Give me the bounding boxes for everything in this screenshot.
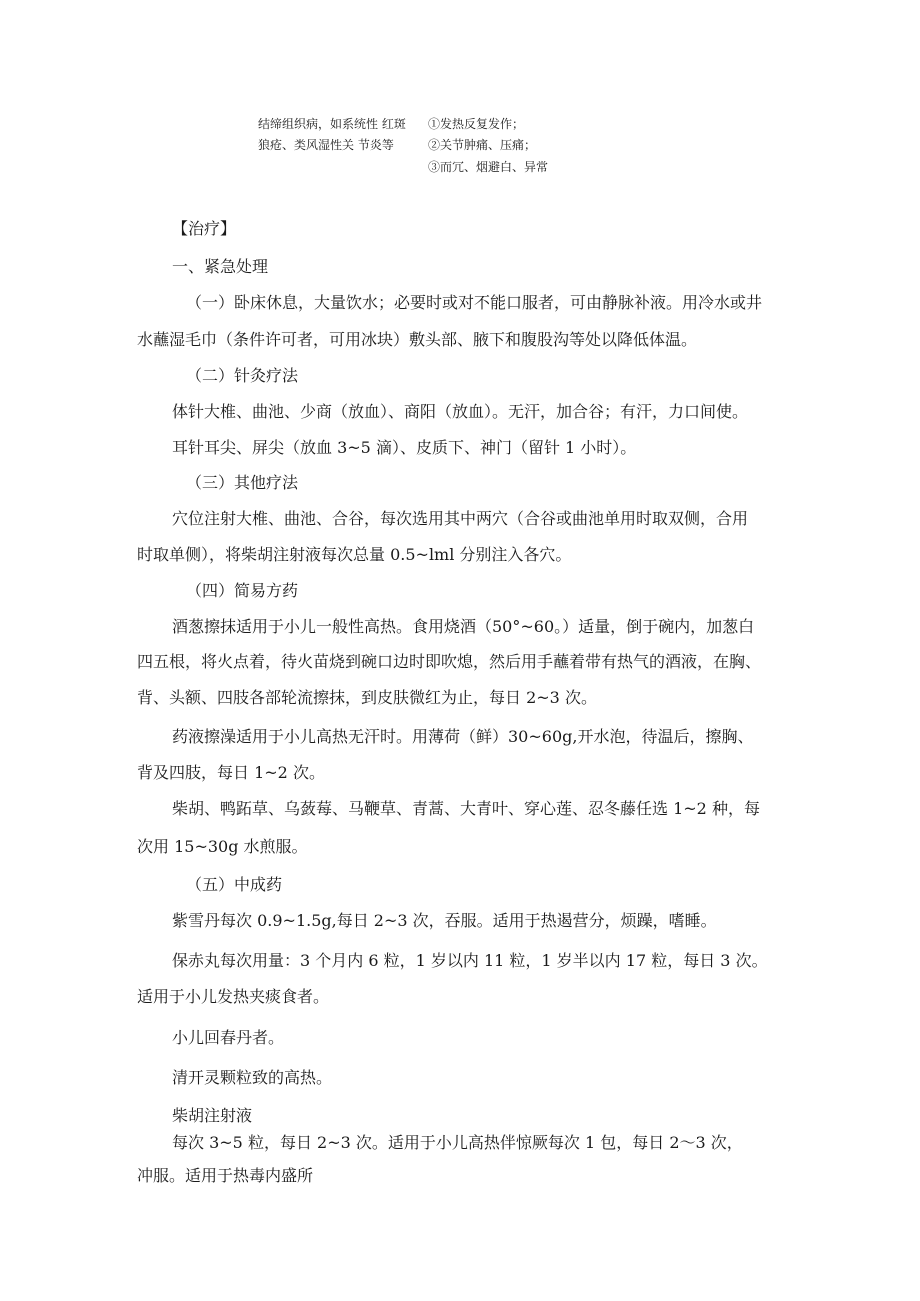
paragraph-line: 每次 3~5 粒，每日 2~3 次。适用于小儿高热伴惊厥每次 1 包，每日 2～3 次， bbox=[172, 1133, 743, 1152]
paragraph-line: 清开灵颗粒致的高热。 bbox=[172, 1068, 333, 1087]
paragraph-line: 耳针耳尖、屏尖（放血 3~5 滴）、皮质下、神门（留针 1 小时）。 bbox=[172, 438, 637, 457]
subsection-title: （五）中成药 bbox=[186, 875, 283, 894]
paragraph-line: 时取单侧），将柴胡注射液每次总量 0.5~lml 分别注入各穴。 bbox=[137, 545, 572, 564]
paragraph-line: 药液擦澡适用于小儿高热无汗时。用薄荷（鲜）30~60g,开水泡，待温后，擦胸、 bbox=[172, 727, 754, 746]
table-left-line-1: 结缔组织病，如系统性 红斑 bbox=[258, 117, 406, 131]
section-heading: 【治疗】 bbox=[172, 219, 237, 238]
table-right-item-2: ②关节肿痛、压痛； bbox=[428, 138, 537, 152]
paragraph-line: 柴胡注射液 bbox=[172, 1106, 253, 1125]
paragraph-line: 次用 15~30g 水煎服。 bbox=[137, 837, 308, 856]
paragraph-line: 穴位注射大椎、曲池、合谷，每次选用其中两穴（合谷或曲池单用时取双侧，合用 bbox=[172, 509, 749, 528]
paragraph-line: 冲服。适用于热毒内盛所 bbox=[137, 1166, 314, 1185]
paragraph-line: 背、头额、四肢各部轮流擦抹，到皮肤微红为止，每日 2~3 次。 bbox=[137, 688, 597, 707]
table-left-line-2: 狼疮、类风湿性关 节炎等 bbox=[258, 138, 394, 152]
table-right-item-1: ①发热反复发作； bbox=[428, 117, 525, 131]
paragraph-line: 保赤丸每次用量：3 个月内 6 粒，1 岁以内 11 粒，1 岁半以内 17 粒，每日 3 次。 bbox=[172, 951, 768, 970]
paragraph-line: 水蘸湿毛巾（条件许可者，可用冰块）敷头部、腋下和腹股沟等处以降低体温。 bbox=[137, 330, 698, 349]
paragraph-line: 背及四肢，每日 1~2 次。 bbox=[137, 763, 325, 782]
part-title: 一、紧急处理 bbox=[172, 257, 269, 276]
paragraph-line: 紫雪丹每次 0.9~1.5g,每日 2~3 次，吞服。适用于热遏营分，烦躁，嗜睡。 bbox=[172, 911, 717, 930]
paragraph-line: 适用于小儿发热夹痰食者。 bbox=[137, 987, 330, 1006]
paragraph-line: 酒葱擦抹适用于小儿一般性高热。食用烧酒（50°~60。）适量，倒于碗内，加葱白 bbox=[172, 617, 755, 636]
subsection-title: （四）简易方药 bbox=[186, 581, 299, 600]
table-right-item-3: ③而冗、烟避白、异常 bbox=[428, 160, 549, 174]
paragraph-line: 四五根，将火点着，待火苗烧到碗口边时即吹熄，然后用手蘸着带有热气的酒液，在胸、 bbox=[137, 652, 762, 671]
paragraph-line: （一）卧床休息，大量饮水；必要时或对不能口服者，可由静脉补液。用冷水或井 bbox=[186, 293, 763, 312]
paragraph-line: 体针大椎、曲池、少商（放血）、商阳（放血）。无汗，加合谷；有汗，力口间使。 bbox=[172, 402, 749, 421]
paragraph-line: 小儿回春丹者。 bbox=[172, 1028, 285, 1047]
paragraph-line: 柴胡、鸭跖草、乌蔹莓、马鞭草、青蒿、大青叶、穿心莲、忍冬藤任选 1~2 种，每 bbox=[172, 799, 760, 818]
subsection-title: （二）针灸疗法 bbox=[186, 366, 299, 385]
subsection-title: （三）其他疗法 bbox=[186, 473, 299, 492]
